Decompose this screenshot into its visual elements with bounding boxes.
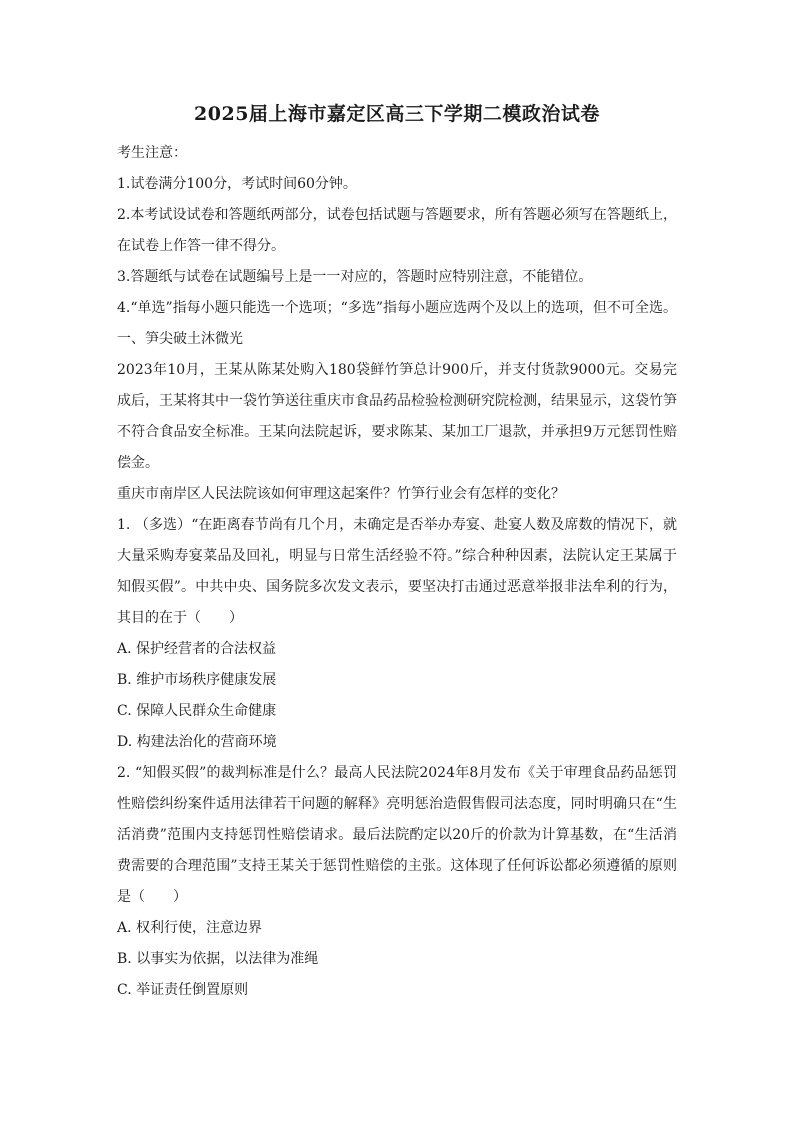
- question-2-stem: 2. “知假买假”的裁判标准是什么？最高人民法院2024年8月发布《关于审理食品药品惩罚性赔偿纠纷案件适用法律若干问题的解释》亮明惩治造假售假司法态度，同时明确只在“生活消费”范围内支持惩罚性赔偿请求。最后法院酌定以20斤的价款为计算基数，在“生活消费需要的合理范围”支持王某关于惩罚性赔偿的主张。这体现了任何诉讼都必须遵循的原则是（ ）: [117, 765, 677, 905]
- question-1-stem: 1. （多选）“在距离春节尚有几个月，未确定是否举办寿宴、赴宴人数及席数的情况下，就大量采购寿宴菜品及回礼，明显与日常生活经验不符。”综合种种因素，法院认定王某属于知假买假”。中共中央、国务院多次发文表示，要坚决打击通过恶意举报非法牟利的行为，其目的在于（ ）: [117, 517, 677, 626]
- notice-item-2: 2.本考试设试卷和答题纸两部分，试卷包括试题与答题要求，所有答题必须写在答题纸上，在试卷上作答一律不得分。: [117, 207, 677, 254]
- question-2-option-a: A. 权利行使，注意边界: [117, 920, 263, 936]
- notice-item-1: 1.试卷满分100分，考试时间60分钟。: [117, 176, 357, 192]
- question-1-option-d: D. 构建法治化的营商环境: [117, 734, 277, 750]
- question-2-option-b: B. 以事实为依据，以法律为准绳: [117, 951, 319, 967]
- notice-item-3: 3.答题纸与试卷在试题编号上是一一对应的，答题时应特别注意，不能错位。: [117, 269, 593, 285]
- section-heading: 一、笋尖破土沐微光: [117, 331, 243, 347]
- question-1-option-c: C. 保障人民群众生命健康: [117, 703, 277, 719]
- exam-page: [117, 100, 677, 1006]
- question-1-option-b: B. 维护市场秩序健康发展: [117, 672, 277, 688]
- page-title: 2025届上海市嘉定区高三下学期二模政治试卷: [194, 103, 600, 125]
- question-1: [117, 510, 677, 758]
- question-2-option-c: C. 举证责任倒置原则: [117, 982, 249, 998]
- question-1-option-a: A. 保护经营者的合法权益: [117, 641, 277, 657]
- case-text: 2023年10月，王某从陈某处购入180袋鲜竹笋总计900斤，并支付货款9000元。交易完成后，王某将其中一袋竹笋送往重庆市食品药品检验检测研究院检测，结果显示，这袋竹笋不符合食品安全标准。王某向法院起诉，要求陈某、某加工厂退款，并承担9万元惩罚性赔偿金。: [117, 362, 677, 471]
- notice-item-4: 4.“单选”指每小题只能选一个选项；“多选”指每小题应选两个及以上的选项，但不可全选。: [117, 300, 677, 316]
- notice-heading: 考生注意：: [117, 145, 187, 161]
- lead-question: 重庆市南岸区人民法院该如何审理这起案件？竹笋行业会有怎样的变化？: [117, 486, 565, 502]
- question-2: [117, 758, 677, 1006]
